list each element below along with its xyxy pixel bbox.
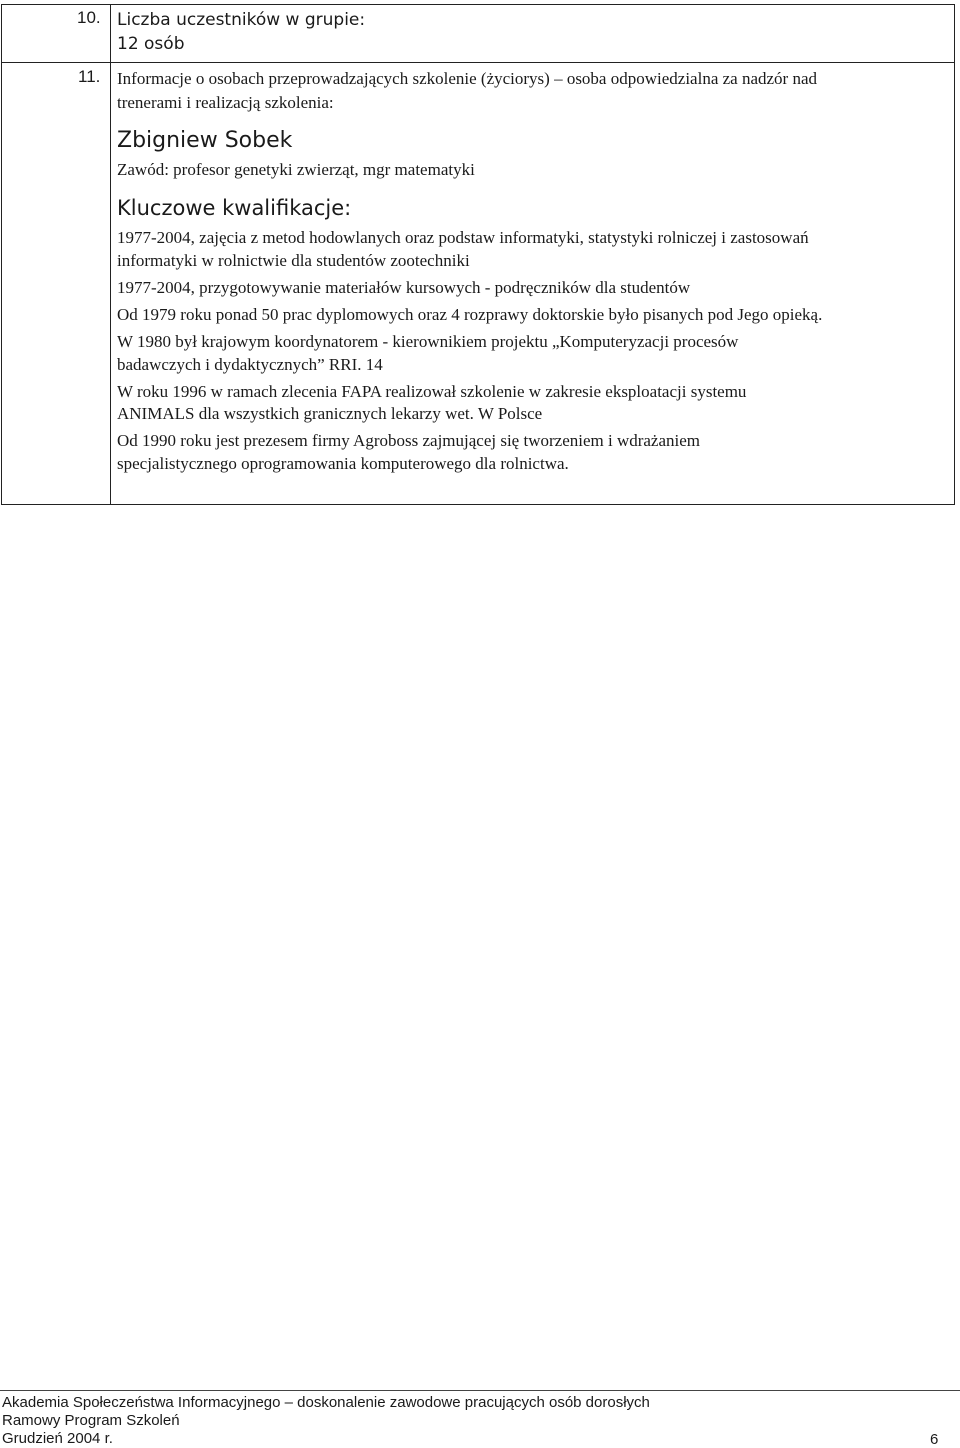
item-11-intro-line1: Informacje o osobach przeprowadzających szkolenie (życiorys) – osoba odpowiedzialna za nadzór nad xyxy=(117,69,817,88)
qualification-line: Od 1990 roku jest prezesem firmy Agroboss zajmującej się tworzeniem i wdrażaniem xyxy=(117,431,701,450)
qualification-line: informatyki w rolnictwie dla studentów zootechniki xyxy=(117,251,470,270)
trainer-profession: Zawód: profesor genetyki zwierząt, mgr matematyki xyxy=(117,160,475,179)
footer-organization: Akademia Społeczeństwa Informacyjnego – doskonalenie zawodowe pracujących osób dorosłych xyxy=(2,1394,650,1411)
row-divider xyxy=(2,62,954,63)
footer-date: Grudzień 2004 r. xyxy=(2,1430,113,1447)
item-10-value: 12 osób xyxy=(117,34,185,54)
page-number: 6 xyxy=(930,1431,939,1448)
item-10-label: Liczba uczestników w grupie: xyxy=(117,10,366,30)
qualification-line: Od 1979 roku ponad 50 prac dyplomowych oraz 4 rozprawy doktorskie było pisanych pod Jego opieką. xyxy=(117,305,823,324)
qualification-line: W 1980 był krajowym koordynatorem - kierownikiem projektu „Komputeryzacji procesów xyxy=(117,332,739,351)
qualification-line: W roku 1996 w ramach zlecenia FAPA realizował szkolenie w zakresie eksploatacji systemu xyxy=(117,382,747,401)
qualification-line: specjalistycznego oprogramowania komputerowego dla rolnictwa. xyxy=(117,454,569,473)
qualification-line: ANIMALS dla wszystkich granicznych lekarzy wet. W Polsce xyxy=(117,404,543,423)
footer-rule xyxy=(0,1390,960,1391)
qualification-line: 1977-2004, przygotowywanie materiałów kursowych - podręczników dla studentów xyxy=(117,278,691,297)
item-11-number: 11. xyxy=(78,67,101,86)
qualifications-heading: Kluczowe kwalifikacje: xyxy=(117,196,352,220)
qualification-line: badawczych i dydaktycznych” RRI. 14 xyxy=(117,355,383,374)
item-10-number: 10. xyxy=(77,8,101,27)
trainer-name: Zbigniew Sobek xyxy=(117,128,293,153)
item-11-intro-line2: trenerami i realizacją szkolenia: xyxy=(117,93,334,112)
footer-program: Ramowy Program Szkoleń xyxy=(2,1412,180,1429)
column-divider xyxy=(110,5,111,504)
qualification-line: 1977-2004, zajęcia z metod hodowlanych oraz podstaw informatyki, statystyki rolniczej i zastosowań xyxy=(117,228,809,247)
